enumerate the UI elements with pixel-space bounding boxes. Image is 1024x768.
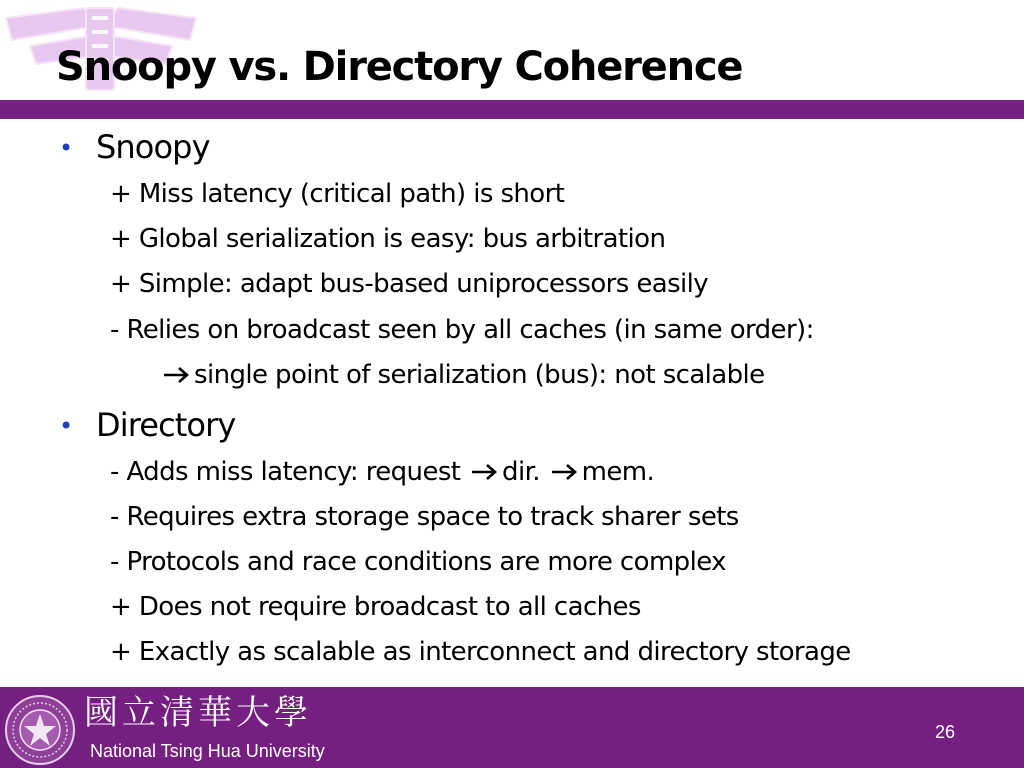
bullet-snoopy [0,124,1024,170]
sub-item: + Simple: adapt bus-based uniprocessors easily [110,269,709,299]
sub-item-flow [110,455,654,489]
university-name-chinese: 國立清華大學 [84,693,312,733]
bullet-marker: • [59,412,74,440]
bullet-heading: Directory [96,406,236,444]
page-number: 26 [934,722,956,742]
right-arrow-icon [162,366,192,384]
slide-title: Snoopy vs. Directory Coherence [56,44,743,90]
sub-item: + Global serialization is easy: bus arbitration [110,224,666,254]
flow-part: - Adds miss latency: request [110,457,461,487]
footer-bar [0,687,1024,768]
sub-item: + Miss latency (critical path) is short [110,179,565,209]
right-arrow-icon [470,463,500,481]
bullet-heading: Snoopy [96,128,210,166]
sub-item-text: single point of serialization (bus): not scalable [194,360,765,390]
sub-item: - Requires extra storage space to track sharer sets [110,502,739,532]
sub-item: - Relies on broadcast seen by all caches (in same order): [110,315,814,345]
sub-item: + Does not require broadcast to all caches [110,592,641,622]
bullet-marker: • [59,134,74,162]
sub-item: + Exactly as scalable as interconnect and directory storage [110,637,851,667]
sub-item-arrow [160,358,765,392]
sub-item: - Protocols and race conditions are more complex [110,547,726,577]
flow-part: dir. [502,457,540,487]
flow-part: mem. [581,457,655,487]
university-seal-icon [4,694,76,766]
university-name-english: National Tsing Hua University [90,741,325,761]
right-arrow-icon [550,463,580,481]
bullet-directory [0,402,1024,448]
